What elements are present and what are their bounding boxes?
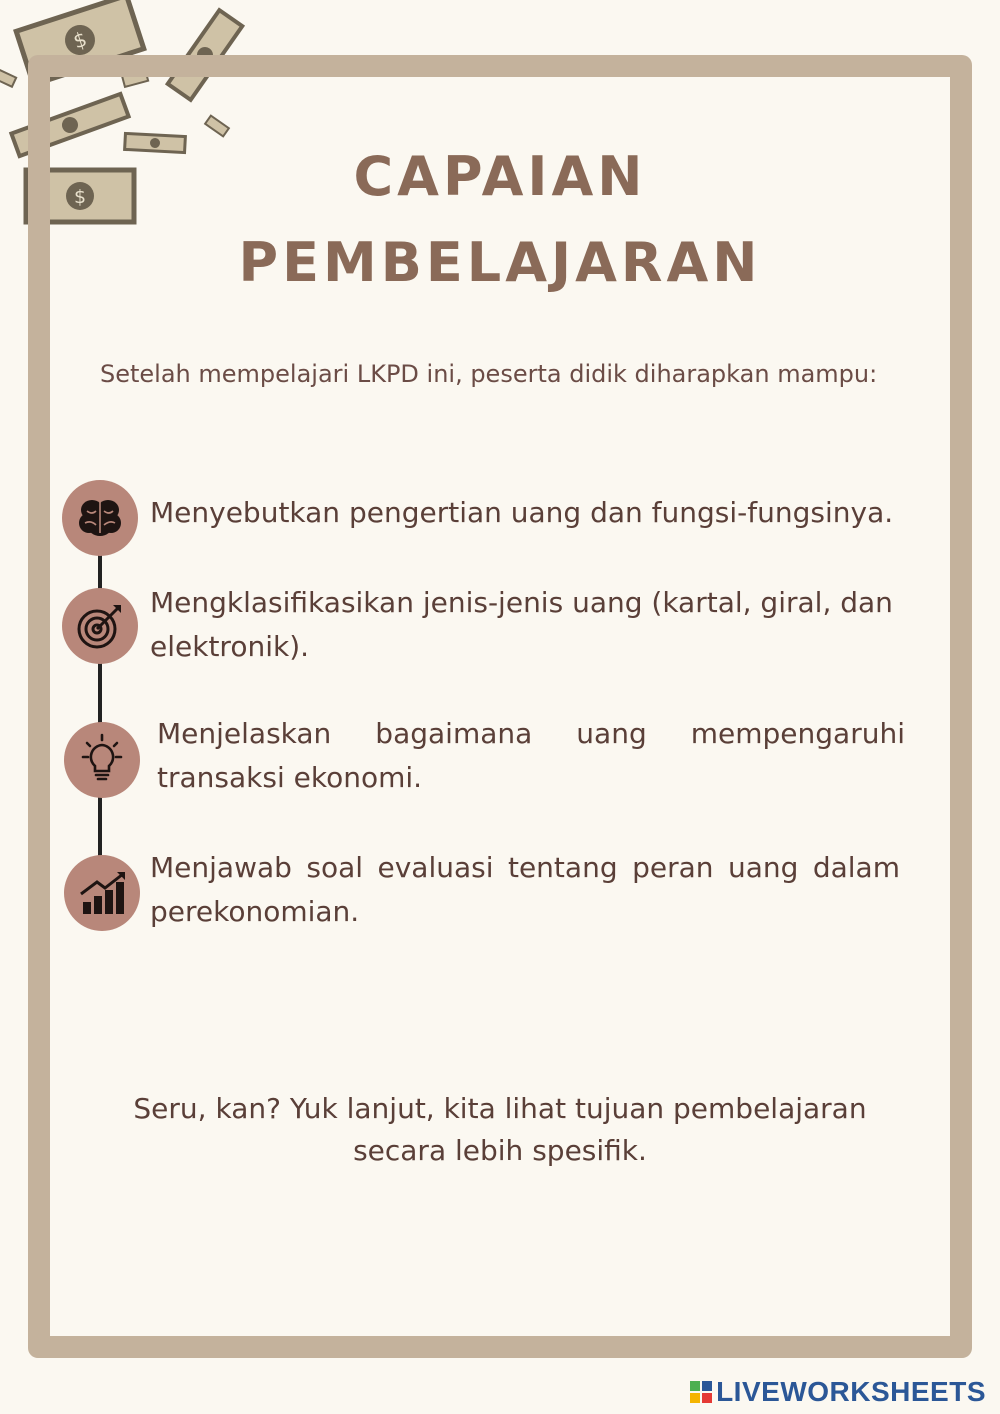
timeline-icon-circle xyxy=(62,480,138,556)
liveworksheets-logo xyxy=(690,1376,986,1408)
svg-text:$: $ xyxy=(73,186,87,208)
learning-outcome-1: Menyebutkan pengertian uang dan fungsi-fungsinya. xyxy=(150,496,894,529)
learning-outcome-3: Menjelaskan bagaimana uang mempengaruhi transaksi ekonomi. xyxy=(157,717,905,794)
lightbulb-icon xyxy=(75,733,129,787)
timeline-icon-circle xyxy=(64,855,140,931)
page-title-line-2: PEMBELAJARAN xyxy=(238,231,762,294)
target-icon xyxy=(75,601,125,651)
intro-text: Setelah mempelajari LKPD ini, peserta didik diharapkan mampu: xyxy=(100,360,878,388)
learning-outcome-2: Mengklasifikasikan jenis-jenis uang (kartal, giral, dan elektronik). xyxy=(150,586,893,663)
brand-name: LIVEWORKSHEETS xyxy=(716,1376,986,1407)
timeline-icon-circle xyxy=(62,588,138,664)
timeline-icon-circle xyxy=(64,722,140,798)
liveworksheets-logo-icon xyxy=(690,1381,712,1403)
page-title-line-1: CAPAIAN xyxy=(353,145,647,208)
svg-text:$: $ xyxy=(70,26,90,54)
closing-text-line-2: secara lebih spesifik. xyxy=(353,1134,647,1167)
brain-icon xyxy=(77,495,123,541)
learning-outcome-4: Menjawab soal evaluasi tentang peran uang dalam perekonomian. xyxy=(150,851,900,928)
growth-chart-icon xyxy=(77,868,127,918)
banknote-icon xyxy=(0,69,16,87)
timeline-line xyxy=(98,520,102,900)
closing-text xyxy=(100,1088,900,1172)
closing-text-line-1: Seru, kan? Yuk lanjut, kita lihat tujuan pembelajaran xyxy=(133,1092,867,1125)
